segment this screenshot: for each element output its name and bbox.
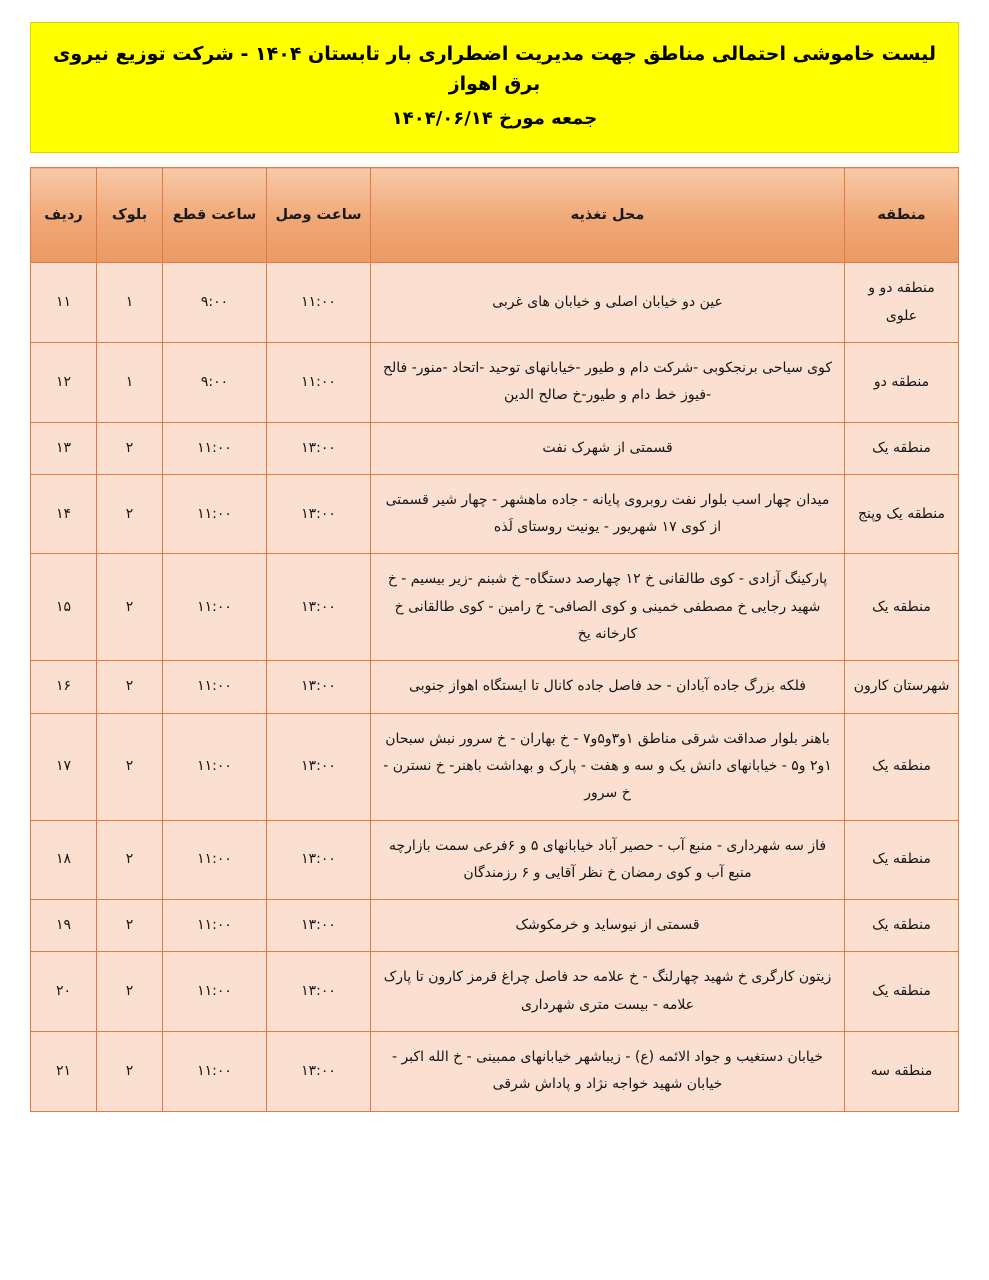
cell-vasl: ۱۳:۰۰ (267, 713, 371, 820)
cell-mantagheh: منطقه دو (845, 342, 959, 422)
cell-radif: ۱۹ (31, 900, 97, 952)
table-row (31, 952, 959, 1032)
cell-mantagheh: منطقه یک (845, 900, 959, 952)
cell-mahal: میدان چهار اسب بلوار نفت روبروی پایانه - جاده ماهشهر - چهار شیر قسمتی از کوی ۱۷ شهریور - یونیت روستای لَذه (371, 474, 845, 554)
column-header-mahal: محل تغذیه (371, 168, 845, 263)
cell-ghat: ۱۱:۰۰ (163, 661, 267, 713)
table-row (31, 263, 959, 343)
table-row (31, 900, 959, 952)
cell-vasl: ۱۳:۰۰ (267, 820, 371, 900)
cell-mahal: خیابان دستغیب و جواد الائمه (ع) - زیباشهر خیابانهای ممبینی - خ الله اکبر - خیابان شهید خواجه نژاد و پاداش شرقی (371, 1032, 845, 1112)
cell-ghat: ۹:۰۰ (163, 342, 267, 422)
cell-block: ۲ (97, 474, 163, 554)
cell-mantagheh: منطقه یک (845, 820, 959, 900)
cell-block: ۲ (97, 554, 163, 661)
cell-vasl: ۱۳:۰۰ (267, 474, 371, 554)
outage-table (30, 167, 959, 1111)
cell-radif: ۱۳ (31, 422, 97, 474)
cell-mahal: عین دو خیابان اصلی و خیابان های غربی (371, 263, 845, 343)
cell-radif: ۱۵ (31, 554, 97, 661)
page-date: جمعه مورخ ۱۴۰۴/۰۶/۱۴ (391, 107, 598, 129)
table-header (31, 168, 959, 263)
cell-radif: ۱۲ (31, 342, 97, 422)
cell-mahal: قسمتی از شهرک نفت (371, 422, 845, 474)
cell-ghat: ۱۱:۰۰ (163, 554, 267, 661)
table-row (31, 820, 959, 900)
table-body (31, 263, 959, 1111)
cell-block: ۲ (97, 952, 163, 1032)
cell-block: ۲ (97, 1032, 163, 1112)
cell-mantagheh: شهرستان کارون (845, 661, 959, 713)
cell-ghat: ۱۱:۰۰ (163, 713, 267, 820)
cell-vasl: ۱۳:۰۰ (267, 952, 371, 1032)
cell-block: ۲ (97, 422, 163, 474)
column-header-block: بلوک (97, 168, 163, 263)
cell-mahal: فلکه بزرگ جاده آبادان - حد فاصل جاده کانال تا ایستگاه اهواز جنوبی (371, 661, 845, 713)
cell-mantagheh: منطقه سه (845, 1032, 959, 1112)
cell-mahal: کوی سیاحی برنجکوبی -شرکت دام و طیور -خیابانهای توحید -اتحاد -منور- فالح -فیوز خط دام و طیور-خ صالح الدین (371, 342, 845, 422)
cell-ghat: ۱۱:۰۰ (163, 1032, 267, 1112)
cell-mahal: زیتون کارگری خ شهید چهارلنگ - خ علامه حد فاصل چراغ قرمز کارون تا پارک علامه - بیست متری شهرداری (371, 952, 845, 1032)
cell-ghat: ۱۱:۰۰ (163, 422, 267, 474)
cell-mahal: قسمتی از نیوساید و خرمکوشک (371, 900, 845, 952)
column-header-mantagheh: منطقه (845, 168, 959, 263)
table-row (31, 342, 959, 422)
cell-vasl: ۱۳:۰۰ (267, 422, 371, 474)
cell-mantagheh: منطقه یک وپنج (845, 474, 959, 554)
cell-mantagheh: منطقه یک (845, 952, 959, 1032)
cell-mahal: فاز سه شهرداری - منبع آب - حصیر آباد خیابانهای ۵ و ۶فرعی سمت بازارچه منبع آب و کوی رمضان خ نظر آقایی و ۶ رزمندگان (371, 820, 845, 900)
cell-radif: ۱۸ (31, 820, 97, 900)
cell-block: ۲ (97, 820, 163, 900)
column-header-vasl: ساعت وصل (267, 168, 371, 263)
column-header-ghat: ساعت قطع (163, 168, 267, 263)
cell-ghat: ۱۱:۰۰ (163, 474, 267, 554)
cell-ghat: ۹:۰۰ (163, 263, 267, 343)
cell-mantagheh: منطقه دو و علوی (845, 263, 959, 343)
cell-mantagheh: منطقه یک (845, 422, 959, 474)
cell-mantagheh: منطقه یک (845, 713, 959, 820)
cell-ghat: ۱۱:۰۰ (163, 820, 267, 900)
cell-ghat: ۱۱:۰۰ (163, 900, 267, 952)
cell-radif: ۱۶ (31, 661, 97, 713)
table-row (31, 713, 959, 820)
cell-radif: ۲۰ (31, 952, 97, 1032)
cell-vasl: ۱۳:۰۰ (267, 554, 371, 661)
cell-radif: ۱۷ (31, 713, 97, 820)
cell-radif: ۱۱ (31, 263, 97, 343)
cell-ghat: ۱۱:۰۰ (163, 952, 267, 1032)
cell-vasl: ۱۳:۰۰ (267, 661, 371, 713)
cell-mantagheh: منطقه یک (845, 554, 959, 661)
table-header-row (31, 168, 959, 263)
cell-block: ۲ (97, 900, 163, 952)
cell-vasl: ۱۳:۰۰ (267, 900, 371, 952)
cell-block: ۲ (97, 713, 163, 820)
table-row (31, 554, 959, 661)
cell-vasl: ۱۳:۰۰ (267, 1032, 371, 1112)
table-row (31, 422, 959, 474)
page-title: لیست خاموشی احتمالی مناطق جهت مدیریت اضطراری بار تابستان ۱۴۰۴ - شرکت توزیع نیروی برق اهواز (53, 43, 936, 96)
cell-radif: ۲۱ (31, 1032, 97, 1112)
table-row (31, 661, 959, 713)
page-title-banner (30, 22, 959, 153)
table-row (31, 474, 959, 554)
cell-block: ۱ (97, 342, 163, 422)
column-header-radif: ردیف (31, 168, 97, 263)
cell-mahal: باهنر بلوار صداقت شرقی مناطق ۱و۳و۵و۷ - خ بهاران - خ سرور نبش سبحان ۱و۲ و۵ - خیابانهای دانش یک و سه و هفت - پارک و بهداشت باهنر- خ نسترن - خ سرور (371, 713, 845, 820)
cell-mahal: پارکینگ آزادی - کوی طالقانی خ ۱۲ چهارصد دستگاه- خ شبنم -زیر بیسیم - خ شهید رجایی خ مصطفی خمینی و کوی الصافی- خ رامین - کوی طالقانی خ کارخانه یخ (371, 554, 845, 661)
cell-radif: ۱۴ (31, 474, 97, 554)
cell-vasl: ۱۱:۰۰ (267, 342, 371, 422)
cell-block: ۲ (97, 661, 163, 713)
cell-vasl: ۱۱:۰۰ (267, 263, 371, 343)
cell-block: ۱ (97, 263, 163, 343)
table-row (31, 1032, 959, 1112)
